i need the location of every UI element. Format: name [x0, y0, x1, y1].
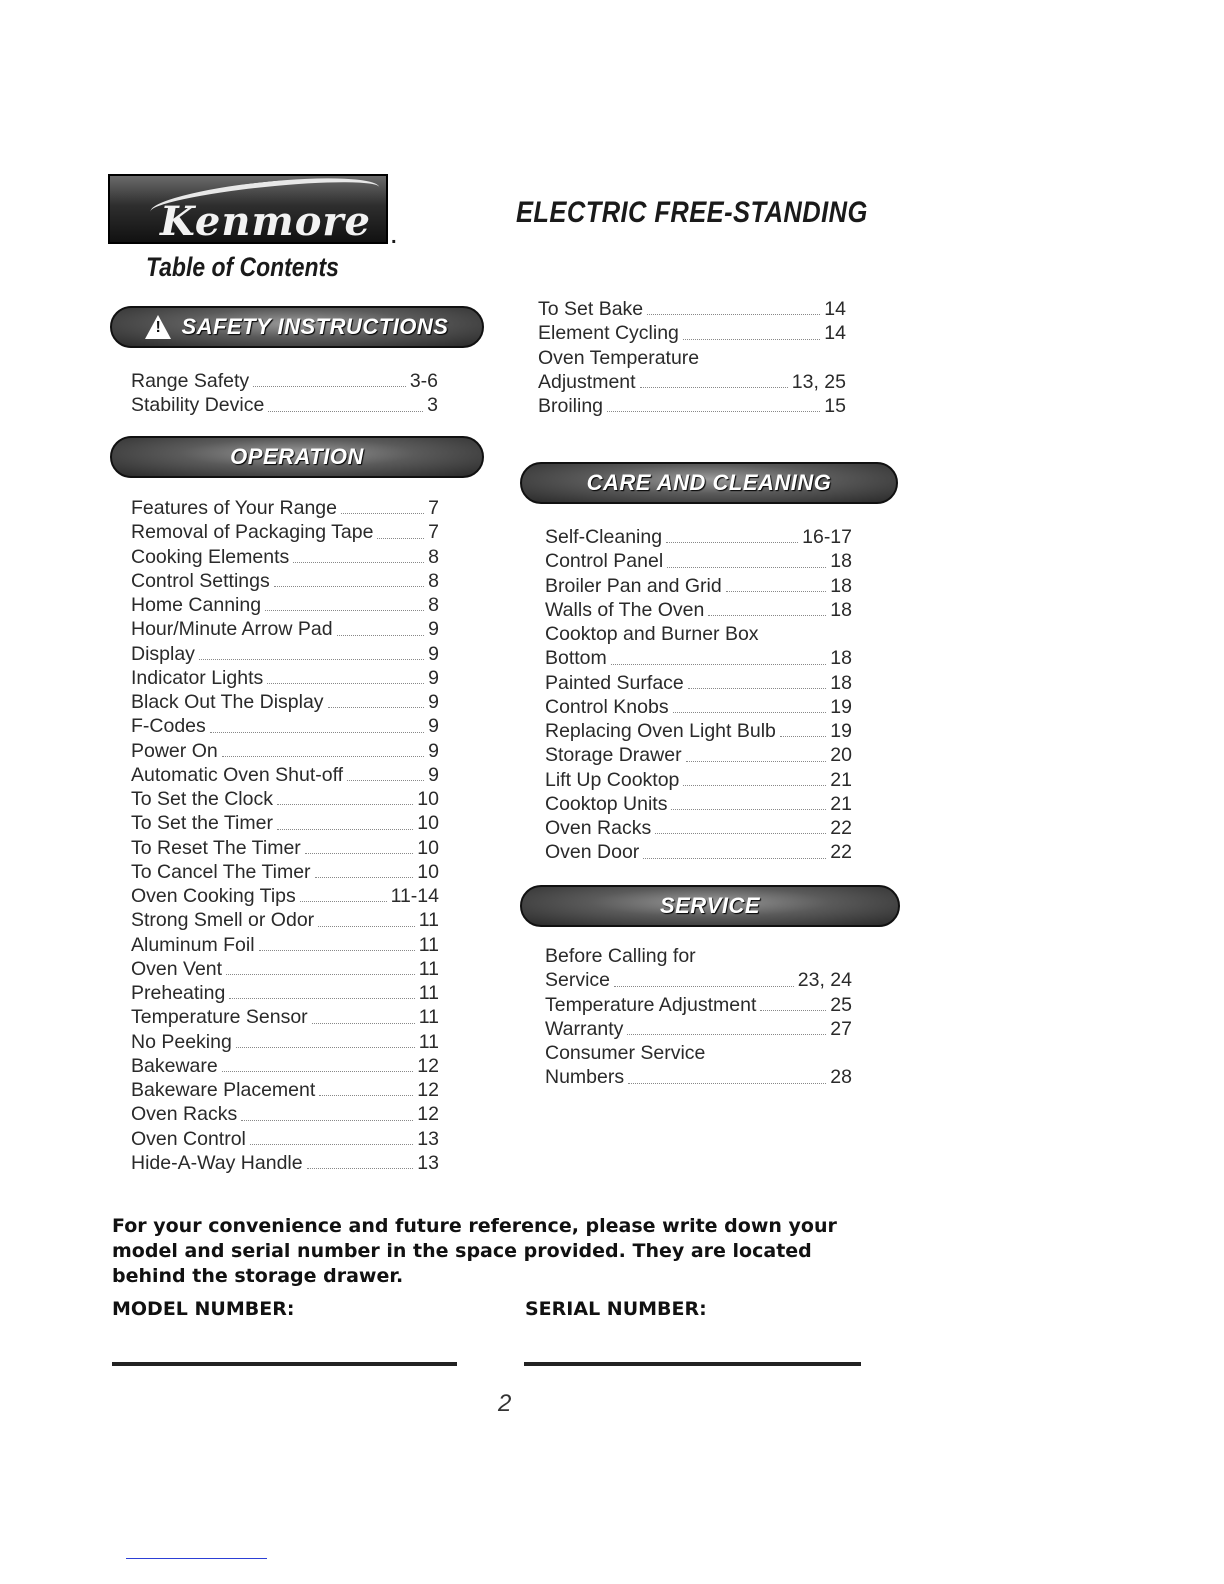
- toc-entry-title: Broiler Pan and Grid: [545, 574, 722, 597]
- toc-entry-page: 18: [830, 647, 852, 670]
- toc-entry: [131, 617, 439, 641]
- toc-entry-page: 10: [417, 836, 439, 859]
- toc-entry-title: Replacing Oven Light Bulb: [545, 720, 776, 742]
- toc-entry: [545, 1041, 852, 1065]
- toc-entry: [131, 666, 439, 690]
- care-toc-list: [545, 525, 852, 865]
- toc-entry: [131, 642, 439, 666]
- toc-dot-leader: [277, 811, 413, 829]
- toc-entry: [131, 520, 439, 544]
- toc-entry-title: Control Panel: [545, 550, 664, 573]
- toc-dot-leader: [293, 545, 424, 563]
- toc-entry: [131, 884, 439, 908]
- toc-dot-leader: [643, 840, 826, 858]
- toc-dot-leader: [683, 768, 826, 786]
- toc-entry-page: 11: [418, 909, 439, 932]
- toc-entry-title: Home Canning: [131, 594, 262, 616]
- operation-cont-toc-list: [538, 297, 846, 418]
- toc-entry-title: Painted Surface: [545, 671, 684, 694]
- toc-entry-title: Broiling: [538, 395, 604, 417]
- toc-dot-leader: [640, 370, 788, 388]
- toc-entry: [131, 957, 439, 981]
- toc-entry: [131, 690, 439, 714]
- toc-entry-title: Stability Device: [131, 394, 265, 417]
- toc-entry: [131, 714, 439, 738]
- service-toc-list: [545, 944, 852, 1090]
- toc-dot-leader: [611, 646, 827, 664]
- toc-entry: [131, 811, 439, 835]
- toc-entry: [131, 860, 439, 884]
- toc-entry: [545, 768, 852, 792]
- toc-dot-leader: [673, 695, 827, 713]
- toc-entry-title: Indicator Lights: [131, 666, 264, 689]
- toc-entry-title: Removal of Packaging Tape: [131, 521, 374, 544]
- toc-entry-title: Bottom: [545, 647, 607, 670]
- toc-entry-title: Oven Temperature: [538, 346, 700, 369]
- toc-entry: [131, 1054, 439, 1078]
- toc-dot-leader: [341, 496, 424, 514]
- page-number: 2: [498, 1390, 512, 1417]
- toc-entry: [131, 1005, 439, 1029]
- toc-entry-page: 11: [418, 957, 439, 980]
- toc-entry: [131, 981, 439, 1005]
- toc-entry-title: Temperature Sensor: [131, 1006, 308, 1029]
- logo-dot: .: [391, 226, 397, 248]
- toc-entry: [538, 297, 846, 321]
- toc-dot-leader: [347, 763, 424, 781]
- toc-entry: [131, 763, 439, 787]
- toc-dot-leader: [312, 1005, 415, 1023]
- toc-entry: [545, 695, 852, 719]
- toc-entry-title: No Peeking: [131, 1030, 232, 1053]
- toc-entry: [545, 743, 852, 767]
- toc-entry-title: Oven Racks: [131, 1103, 238, 1126]
- toc-entry: [131, 1151, 439, 1175]
- toc-entry-page: 21: [830, 792, 852, 815]
- toc-entry-title: Oven Vent: [131, 957, 223, 980]
- page-heading: ELECTRIC FREE-STANDING: [516, 196, 868, 229]
- toc-dot-leader: [607, 394, 820, 412]
- toc-entry: [545, 1065, 852, 1089]
- toc-entry: [131, 369, 438, 393]
- toc-entry-page: 16-17: [802, 526, 852, 548]
- toc-entry: [545, 944, 852, 968]
- toc-entry-title: To Set the Timer: [131, 812, 273, 835]
- toc-entry: [131, 836, 439, 860]
- toc-entry-title: Hide-A-Way Handle: [131, 1151, 303, 1174]
- toc-dot-leader: [250, 1127, 413, 1145]
- toc-dot-leader: [274, 569, 424, 587]
- toc-entry: [545, 671, 852, 695]
- toc-entry: [131, 569, 439, 593]
- toc-entry: [538, 321, 846, 345]
- toc-dot-leader: [268, 393, 423, 411]
- toc-entry-title: Strong Smell or Odor: [131, 909, 315, 932]
- toc-entry: [545, 525, 852, 549]
- toc-entry-page: 14: [824, 322, 846, 345]
- toc-entry-title: Warranty: [545, 1017, 624, 1040]
- toc-dot-leader: [647, 297, 820, 315]
- operation-toc-list: [131, 496, 439, 1175]
- toc-dot-leader: [671, 792, 826, 810]
- toc-entry: [545, 816, 852, 840]
- safety-banner-label: SAFETY INSTRUCTIONS: [181, 314, 449, 339]
- toc-entry-page: 10: [417, 860, 439, 883]
- toc-dot-leader: [377, 520, 424, 538]
- toc-entry: [545, 993, 852, 1017]
- toc-entry: [131, 1102, 439, 1126]
- toc-entry: [545, 646, 852, 670]
- toc-entry-title: Control Settings: [131, 569, 270, 592]
- toc-entry-title: Display: [131, 642, 195, 665]
- toc-entry-page: 18: [830, 671, 852, 694]
- toc-entry-page: 23, 24: [797, 969, 852, 992]
- toc-entry-page: 13: [417, 1127, 439, 1150]
- toc-dot-leader: [267, 666, 424, 684]
- toc-entry: [545, 574, 852, 598]
- toc-dot-leader: [307, 1151, 414, 1169]
- model-number-label: MODEL NUMBER:: [112, 1298, 295, 1320]
- toc-dot-leader: [627, 1017, 826, 1035]
- toc-entry: [545, 840, 852, 864]
- toc-entry-page: 22: [830, 841, 852, 864]
- toc-entry-page: 15: [824, 395, 846, 417]
- toc-entry-page: 8: [428, 594, 439, 616]
- toc-entry-page: 18: [830, 574, 852, 597]
- toc-dot-leader: [337, 617, 425, 635]
- toc-entry-title: Cooktop and Burner Box: [545, 623, 759, 645]
- toc-entry-title: Power On: [131, 739, 218, 762]
- toc-dot-leader: [222, 1054, 414, 1072]
- safety-toc-list: [131, 369, 438, 418]
- footer-rule: [126, 1558, 267, 1559]
- toc-dot-leader: [315, 860, 414, 878]
- toc-entry: [131, 908, 439, 932]
- toc-entry-title: Cooking Elements: [131, 545, 290, 568]
- toc-entry-page: 12: [417, 1054, 439, 1077]
- toc-entry-page: 12: [417, 1103, 439, 1126]
- toc-entry-page: 7: [428, 521, 439, 544]
- toc-entry: [131, 933, 439, 957]
- toc-entry-title: Features of Your Range: [131, 497, 337, 519]
- toc-entry-page: 18: [830, 598, 852, 621]
- toc-entry: [545, 598, 852, 622]
- toc-entry-title: Oven Control: [131, 1127, 246, 1150]
- toc-entry-title: Cooktop Units: [545, 792, 668, 815]
- toc-entry-page: 3: [427, 394, 438, 417]
- toc-entry-page: 8: [428, 569, 439, 592]
- toc-dot-leader: [277, 787, 413, 805]
- toc-entry-title: Control Knobs: [545, 695, 669, 718]
- toc-dot-leader: [655, 816, 826, 834]
- toc-dot-leader: [614, 968, 794, 986]
- toc-entry-page: 12: [417, 1079, 439, 1101]
- toc-entry: [538, 346, 846, 370]
- toc-entry-title: F-Codes: [131, 715, 206, 738]
- toc-entry: [131, 787, 439, 811]
- toc-entry: [545, 549, 852, 573]
- toc-entry-title: Hour/Minute Arrow Pad: [131, 618, 333, 641]
- toc-entry-page: 9: [428, 642, 439, 665]
- toc-entry-page: 10: [417, 788, 439, 810]
- toc-entry-page: 18: [830, 550, 852, 573]
- safety-banner: [110, 306, 484, 348]
- toc-entry-page: 9: [428, 763, 439, 786]
- toc-entry-title: Preheating: [131, 982, 226, 1004]
- toc-dot-leader: [666, 525, 798, 543]
- serial-number-line[interactable]: [524, 1362, 861, 1366]
- toc-entry-page: 19: [830, 695, 852, 718]
- toc-entry-title: Aluminum Foil: [131, 933, 255, 956]
- toc-entry-page: 13: [417, 1151, 439, 1174]
- toc-entry-title: Temperature Adjustment: [545, 993, 757, 1016]
- toc-entry-title: Element Cycling: [538, 322, 679, 345]
- toc-entry: [545, 1017, 852, 1041]
- toc-entry: [131, 393, 438, 417]
- toc-dot-leader: [760, 993, 826, 1011]
- toc-dot-leader: [259, 933, 415, 951]
- toc-dot-leader: [229, 981, 414, 999]
- toc-entry-title: To Set Bake: [538, 298, 644, 320]
- toc-entry-page: 9: [428, 691, 439, 713]
- toc-entry: [131, 545, 439, 569]
- serial-number-label: SERIAL NUMBER:: [525, 1298, 707, 1320]
- kenmore-logo: [108, 174, 388, 244]
- toc-dot-leader: [199, 642, 424, 660]
- toc-entry: [538, 370, 846, 394]
- toc-entry: [131, 496, 439, 520]
- toc-dot-leader: [265, 593, 424, 611]
- toc-entry: [131, 1030, 439, 1054]
- toc-entry-page: 11: [418, 1006, 439, 1029]
- registration-note: For your convenience and future reference, please write down your model and serial number in the space provided. They are located behind the storage drawer.: [112, 1215, 837, 1287]
- toc-entry-page: 28: [830, 1066, 852, 1089]
- toc-entry: [545, 792, 852, 816]
- toc-dot-leader: [628, 1065, 826, 1083]
- operation-banner: [110, 436, 484, 478]
- toc-entry-title: Bakeware Placement: [131, 1079, 316, 1101]
- toc-entry-title: Range Safety: [131, 370, 250, 392]
- toc-dot-leader: [318, 908, 415, 926]
- toc-dot-leader: [236, 1030, 415, 1048]
- toc-dot-leader: [210, 714, 424, 732]
- toc-entry-title: Bakeware: [131, 1054, 218, 1077]
- toc-entry-page: 9: [428, 666, 439, 689]
- toc-entry-title: Consumer Service: [545, 1042, 706, 1064]
- operation-banner-label: OPERATION: [230, 444, 364, 469]
- toc-entry-title: Oven Door: [545, 841, 640, 864]
- toc-entry-title: To Reset The Timer: [131, 836, 301, 859]
- toc-entry-page: 21: [830, 768, 852, 791]
- toc-entry-page: 22: [830, 817, 852, 839]
- toc-dot-leader: [222, 739, 424, 757]
- toc-entry-page: 11-14: [390, 885, 439, 907]
- toc-entry-page: 19: [830, 720, 852, 742]
- toc-entry-page: 7: [428, 497, 439, 519]
- toc-entry-title: Numbers: [545, 1066, 625, 1089]
- toc-entry: [131, 1127, 439, 1151]
- service-banner: [520, 885, 900, 927]
- toc-entry-title: Oven Cooking Tips: [131, 885, 296, 907]
- toc-entry: [545, 719, 852, 743]
- toc-entry-page: 13, 25: [791, 370, 846, 393]
- toc-dot-leader: [300, 884, 387, 902]
- toc-dot-leader: [708, 598, 826, 616]
- toc-entry-title: Self-Cleaning: [545, 526, 663, 548]
- toc-entry-page: 10: [417, 812, 439, 835]
- toc-entry-title: To Set the Clock: [131, 788, 273, 810]
- toc-dot-leader: [726, 574, 827, 592]
- logo-text: Kenmore: [160, 198, 371, 245]
- toc-entry-page: 11: [418, 982, 439, 1004]
- toc-dot-leader: [686, 743, 827, 761]
- toc-title: Table of Contents: [146, 252, 339, 282]
- toc-entry: [545, 622, 852, 646]
- toc-entry-page: 9: [428, 618, 439, 641]
- toc-entry-title: Walls of The Oven: [545, 598, 705, 621]
- toc-dot-leader: [241, 1102, 413, 1120]
- toc-entry-title: Automatic Oven Shut-off: [131, 763, 344, 786]
- toc-entry-title: Storage Drawer: [545, 744, 682, 767]
- service-banner-label: SERVICE: [659, 893, 761, 918]
- toc-dot-leader: [688, 671, 827, 689]
- toc-entry-title: Before Calling for: [545, 945, 696, 967]
- toc-entry-page: 9: [428, 739, 439, 762]
- toc-entry-page: 9: [428, 715, 439, 738]
- toc-dot-leader: [319, 1078, 413, 1096]
- warning-icon: [145, 315, 171, 339]
- toc-dot-leader: [683, 321, 820, 339]
- toc-entry-page: 14: [824, 298, 846, 320]
- toc-entry-title: Lift Up Cooktop: [545, 768, 680, 791]
- toc-dot-leader: [305, 836, 414, 854]
- toc-entry: [131, 739, 439, 763]
- toc-entry-page: 25: [830, 993, 852, 1016]
- toc-entry-page: 11: [418, 933, 439, 956]
- toc-entry-title: Oven Racks: [545, 817, 652, 839]
- model-number-line[interactable]: [112, 1362, 457, 1366]
- toc-dot-leader: [780, 719, 826, 737]
- toc-entry-page: 11: [418, 1030, 439, 1053]
- toc-entry: [538, 394, 846, 418]
- toc-entry-title: Service: [545, 969, 611, 992]
- toc-entry: [545, 968, 852, 992]
- toc-entry-page: 20: [830, 744, 852, 767]
- care-banner: [520, 462, 898, 504]
- toc-dot-leader: [253, 369, 406, 387]
- toc-dot-leader: [328, 690, 425, 708]
- toc-entry: [131, 593, 439, 617]
- toc-entry: [131, 1078, 439, 1102]
- toc-entry-title: Adjustment: [538, 370, 636, 393]
- toc-entry-page: 3-6: [409, 370, 438, 392]
- toc-entry-page: 27: [830, 1017, 852, 1040]
- toc-dot-leader: [226, 957, 415, 975]
- toc-dot-leader: [667, 549, 826, 567]
- toc-entry-page: 8: [428, 545, 439, 568]
- toc-entry-title: To Cancel The Timer: [131, 860, 311, 883]
- toc-entry-title: Black Out The Display: [131, 691, 324, 713]
- care-banner-label: CARE AND CLEANING: [586, 470, 832, 495]
